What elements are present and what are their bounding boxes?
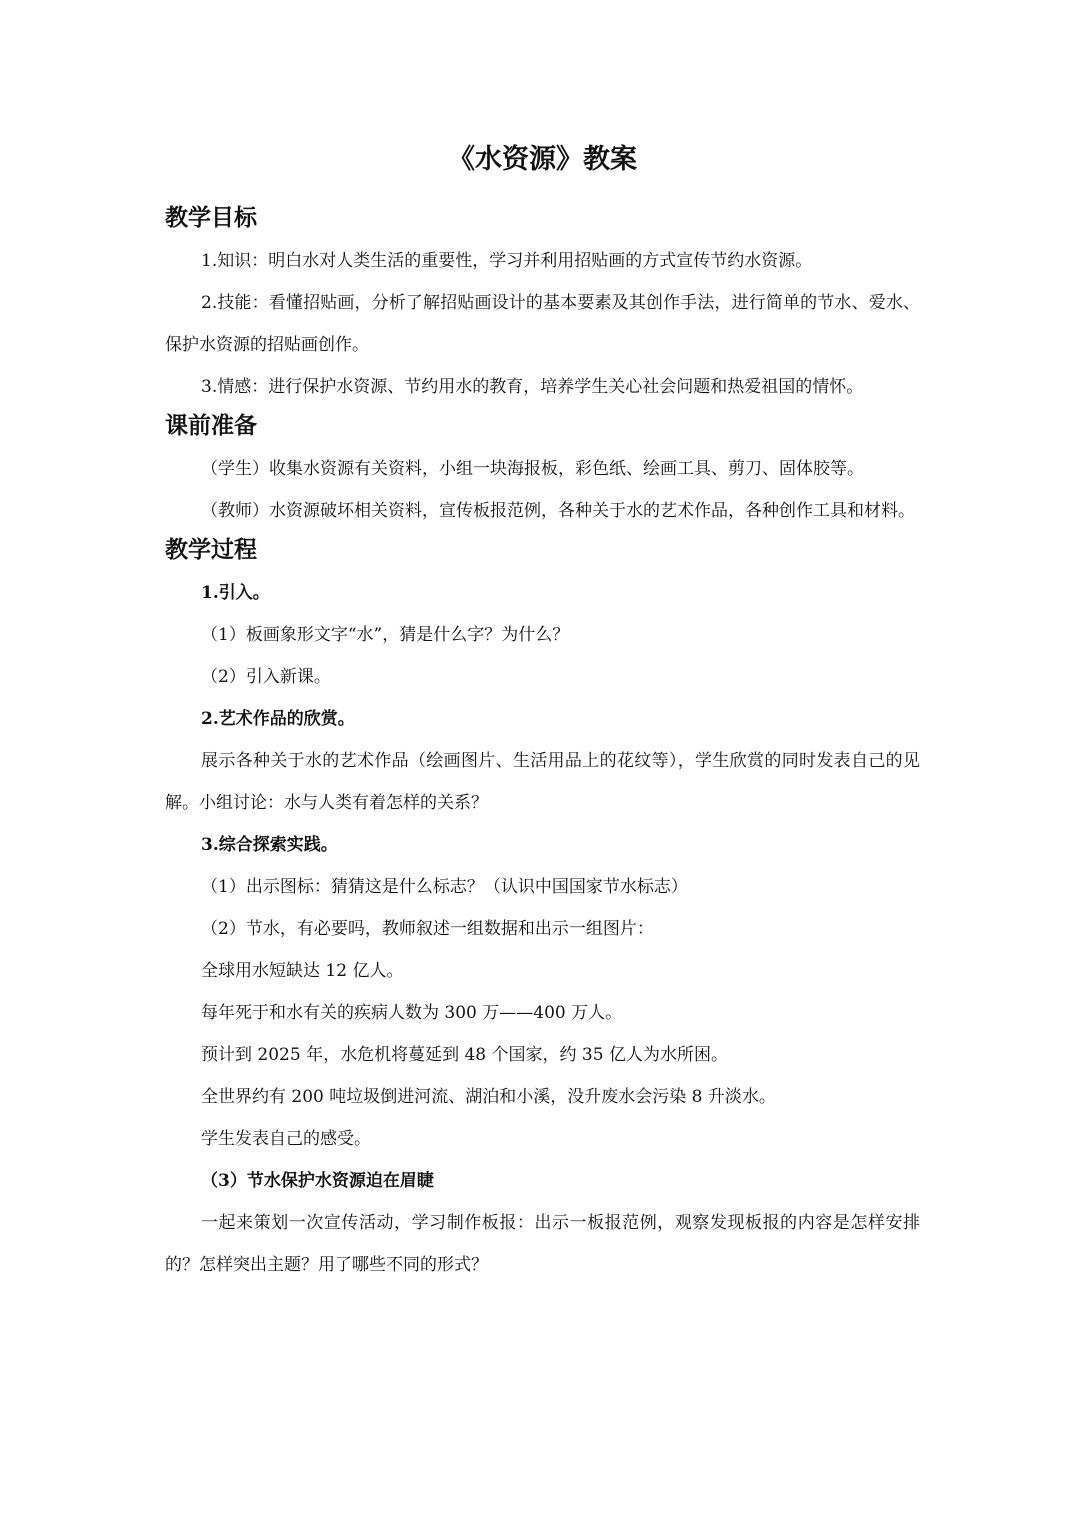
- section-heading: 课前准备: [165, 412, 257, 439]
- paragraph: 展示各种关于水的艺术作品（绘画图片、生活用品上的花纹等），学生欣赏的同时发表自己的见解。小组讨论：水与人类有着怎样的关系？: [165, 751, 920, 813]
- subheading: 3.综合探索实践。: [201, 835, 338, 855]
- paragraph: （1）出示图标：猜猜这是什么标志？（认识中国国家节水标志）: [201, 877, 688, 897]
- section-heading: 教学目标: [165, 204, 257, 231]
- subheading: 2.艺术作品的欣赏。: [201, 709, 355, 729]
- document-page: [165, 140, 920, 1286]
- section-teaching-goals: [165, 200, 920, 408]
- paragraph: （2）引入新课。: [201, 667, 331, 687]
- paragraph: 学生发表自己的感受。: [201, 1129, 371, 1149]
- subheading: 1.引入。: [201, 583, 270, 603]
- paragraph: 每年死于和水有关的疾病人数为 300 万——400 万人。: [201, 1003, 623, 1023]
- paragraph: 一起来策划一次宣传活动，学习制作板报：出示一板报范例，观察发现板报的内容是怎样安排的？怎样突出主题？用了哪些不同的形式？: [165, 1213, 920, 1275]
- paragraph: 全世界约有 200 吨垃圾倒进河流、湖泊和小溪，没升废水会污染 8 升淡水。: [201, 1087, 776, 1107]
- paragraph: （2）节水，有必要吗，教师叙述一组数据和出示一组图片：: [201, 919, 654, 939]
- document-title: 《水资源》教案: [448, 144, 637, 175]
- subheading: （3）节水保护水资源迫在眉睫: [201, 1171, 434, 1191]
- paragraph: 预计到 2025 年，水危机将蔓延到 48 个国家，约 35 亿人为水所困。: [201, 1045, 728, 1065]
- paragraph: 2.技能：看懂招贴画，分析了解招贴画设计的基本要素及其创作手法，进行简单的节水、爱水、保护水资源的招贴画创作。: [165, 293, 920, 355]
- section-preparation: [165, 408, 920, 532]
- section-teaching-process: [165, 532, 920, 1286]
- paragraph: 3.情感：进行保护水资源、节约用水的教育，培养学生关心社会问题和热爱祖国的情怀。: [201, 377, 864, 397]
- paragraph: （学生）收集水资源有关资料，小组一块海报板，彩色纸、绘画工具、剪刀、固体胶等。: [201, 459, 864, 479]
- section-heading: 教学过程: [165, 536, 257, 563]
- paragraph: 全球用水短缺达 12 亿人。: [201, 961, 404, 981]
- paragraph: 1.知识：明白水对人类生活的重要性，学习并利用招贴画的方式宣传节约水资源。: [201, 251, 813, 271]
- paragraph: （1）板画象形文字“水”，猜是什么字？为什么？: [201, 625, 570, 645]
- paragraph: （教师）水资源破坏相关资料，宣传板报范例，各种关于水的艺术作品，各种创作工具和材料。: [201, 501, 915, 521]
